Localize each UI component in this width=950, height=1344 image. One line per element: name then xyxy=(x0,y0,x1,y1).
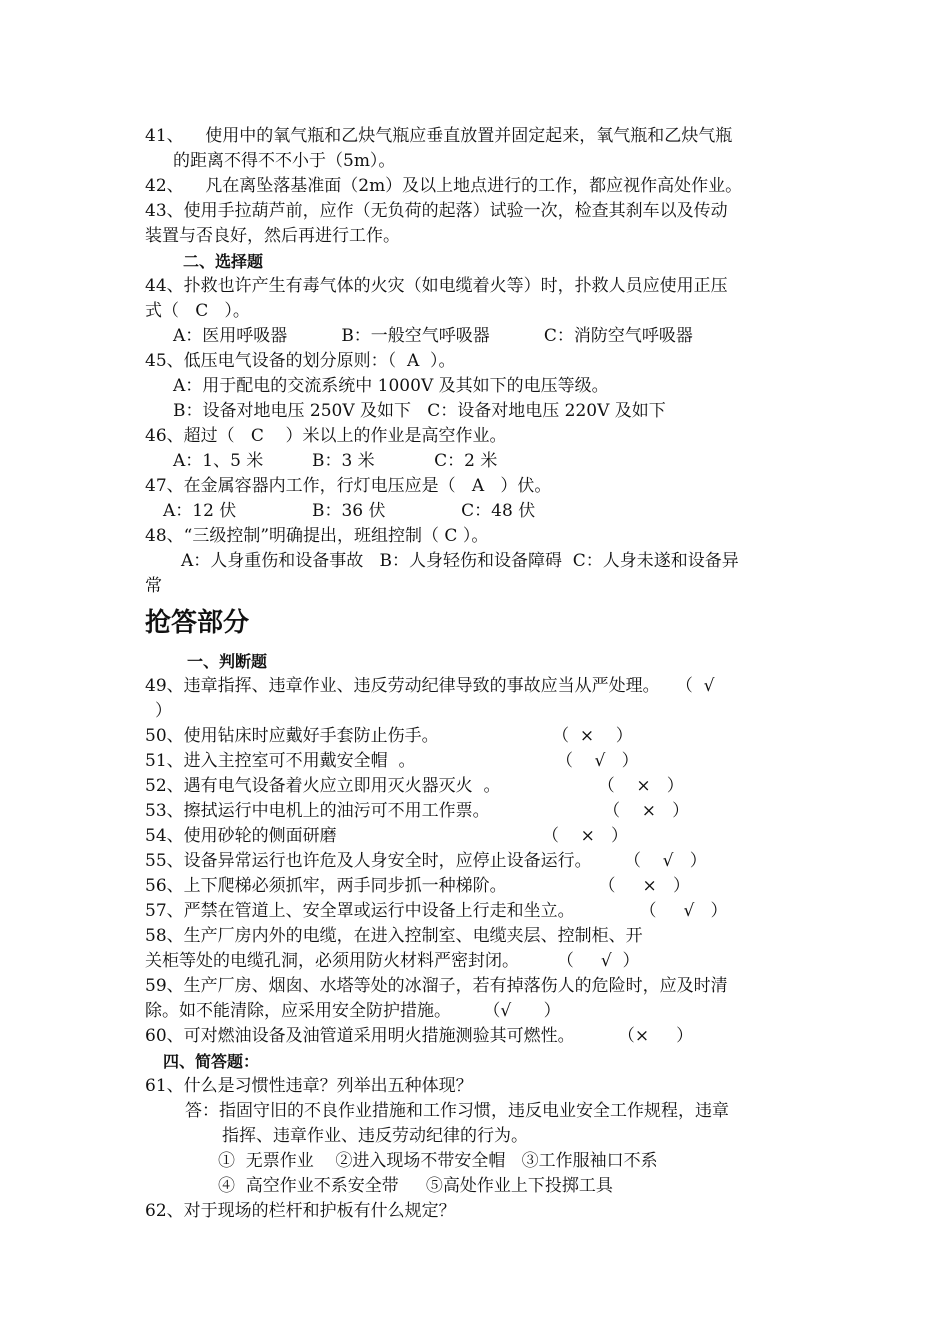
text-line: A：医用呼吸器 B：一般空气呼吸器 C：消防空气呼吸器 xyxy=(173,326,693,346)
text-line: 44、扑救也许产生有毒气体的火灾（如电缆着火等）时，扑救人员应使用正压 xyxy=(145,276,728,296)
section-heading: 二、选择题 xyxy=(183,252,264,271)
text-line: ） xyxy=(155,701,172,721)
text-line: 的距离不得不不小于（5m）。 xyxy=(173,151,396,171)
text-line: A：12 伏 B：36 伏 C：48 伏 xyxy=(163,501,536,521)
text-line: B：设备对地电压 250V 及如下 C：设备对地电压 220V 及如下 xyxy=(173,401,666,421)
text-line: A：用于配电的交流系统中 1000V 及其如下的电压等级。 xyxy=(173,376,609,396)
text-line: 52、遇有电气设备着火应立即用灭火器灭火 。 （ × ） xyxy=(145,776,684,796)
text-line: 42、 凡在离坠落基准面（2m）及以上地点进行的工作，都应视作高处作业。 xyxy=(145,176,743,196)
text-line: 55、设备异常运行也许危及人身安全时，应停止设备运行。 （ √ ） xyxy=(145,851,707,871)
text-line: 47、在金属容器内工作，行灯电压应是（ A ）伏。 xyxy=(145,476,552,496)
text-line: 58、生产厂房内外的电缆，在进入控制室、电缆夹层、控制柜、开 xyxy=(145,926,643,946)
text-line: ④ 高空作业不系安全带 ⑤高处作业上下投掷工具 xyxy=(218,1176,613,1196)
text-line: A：1、5 米 B：3 米 C：2 米 xyxy=(173,451,498,471)
text-line: 51、进入主控室可不用戴安全帽 。 （ √ ） xyxy=(145,751,639,771)
text-line: 50、使用钻床时应戴好手套防止伤手。 （ × ） xyxy=(145,726,633,746)
text-line: 式（ C ）。 xyxy=(145,301,250,321)
text-line: 61、什么是习惯性违章？列举出五种体现？ xyxy=(145,1076,473,1096)
section-heading: 一、判断题 xyxy=(187,652,268,671)
text-line: 60、可对燃油设备及油管道采用明火措施测验其可燃性。 （× ） xyxy=(145,1026,694,1046)
text-line: 57、严禁在管道上、安全罩或运行中设备上行走和坐立。 （ √ ） xyxy=(145,901,728,921)
text-line: 54、使用砂轮的侧面研磨 （ × ） xyxy=(145,826,629,846)
text-line: 48、“三级控制”明确提出，班组控制（ C ）。 xyxy=(145,526,489,546)
text-line: 41、 使用中的氧气瓶和乙炔气瓶应垂直放置并固定起来，氧气瓶和乙炔气瓶 xyxy=(145,126,733,146)
text-line: 常 xyxy=(145,576,162,596)
text-line: 答：指固守旧的不良作业措施和工作习惯，违反电业安全工作规程，违章 xyxy=(185,1101,729,1121)
text-line: 49、违章指挥、违章作业、违反劳动纪律导致的事故应当从严处理。 （ √ xyxy=(145,676,715,696)
text-line: 43、使用手拉葫芦前，应作（无负荷的起落）试验一次，检查其刹车以及传动 xyxy=(145,201,728,221)
text-line: 除。如不能清除，应采用安全防护措施。 （√ ） xyxy=(145,1001,561,1021)
text-line: 45、低压电气设备的划分原则：（ A ）。 xyxy=(145,351,456,371)
text-line: 59、生产厂房、烟囱、水塔等处的冰溜子，若有掉落伤人的危险时，应及时清 xyxy=(145,976,728,996)
text-line: 指挥、违章作业、违反劳动纪律的行为。 xyxy=(222,1126,528,1146)
text-line: 62、对于现场的栏杆和护板有什么规定？ xyxy=(145,1201,456,1221)
text-line: A：人身重伤和设备事故 B：人身轻伤和设备障碍 C：人身未遂和设备异 xyxy=(181,551,739,571)
part-heading: 抢答部分 xyxy=(145,608,250,638)
text-line: 56、上下爬梯必须抓牢，两手同步抓一种梯阶。 （ × ） xyxy=(145,876,690,896)
text-line: 关柜等处的电缆孔洞，必须用防火材料严密封闭。 （ √ ） xyxy=(145,951,640,971)
text-line: 装置与否良好，然后再进行工作。 xyxy=(145,226,400,246)
section-heading: 四、简答题： xyxy=(163,1052,260,1071)
text-line: 53、擦拭运行中电机上的油污可不用工作票。 （ × ） xyxy=(145,801,690,821)
text-line: 46、超过（ C ）米以上的作业是高空作业。 xyxy=(145,426,507,446)
text-line: ① 无票作业 ②进入现场不带安全帽 ③工作服袖口不系 xyxy=(218,1151,658,1171)
